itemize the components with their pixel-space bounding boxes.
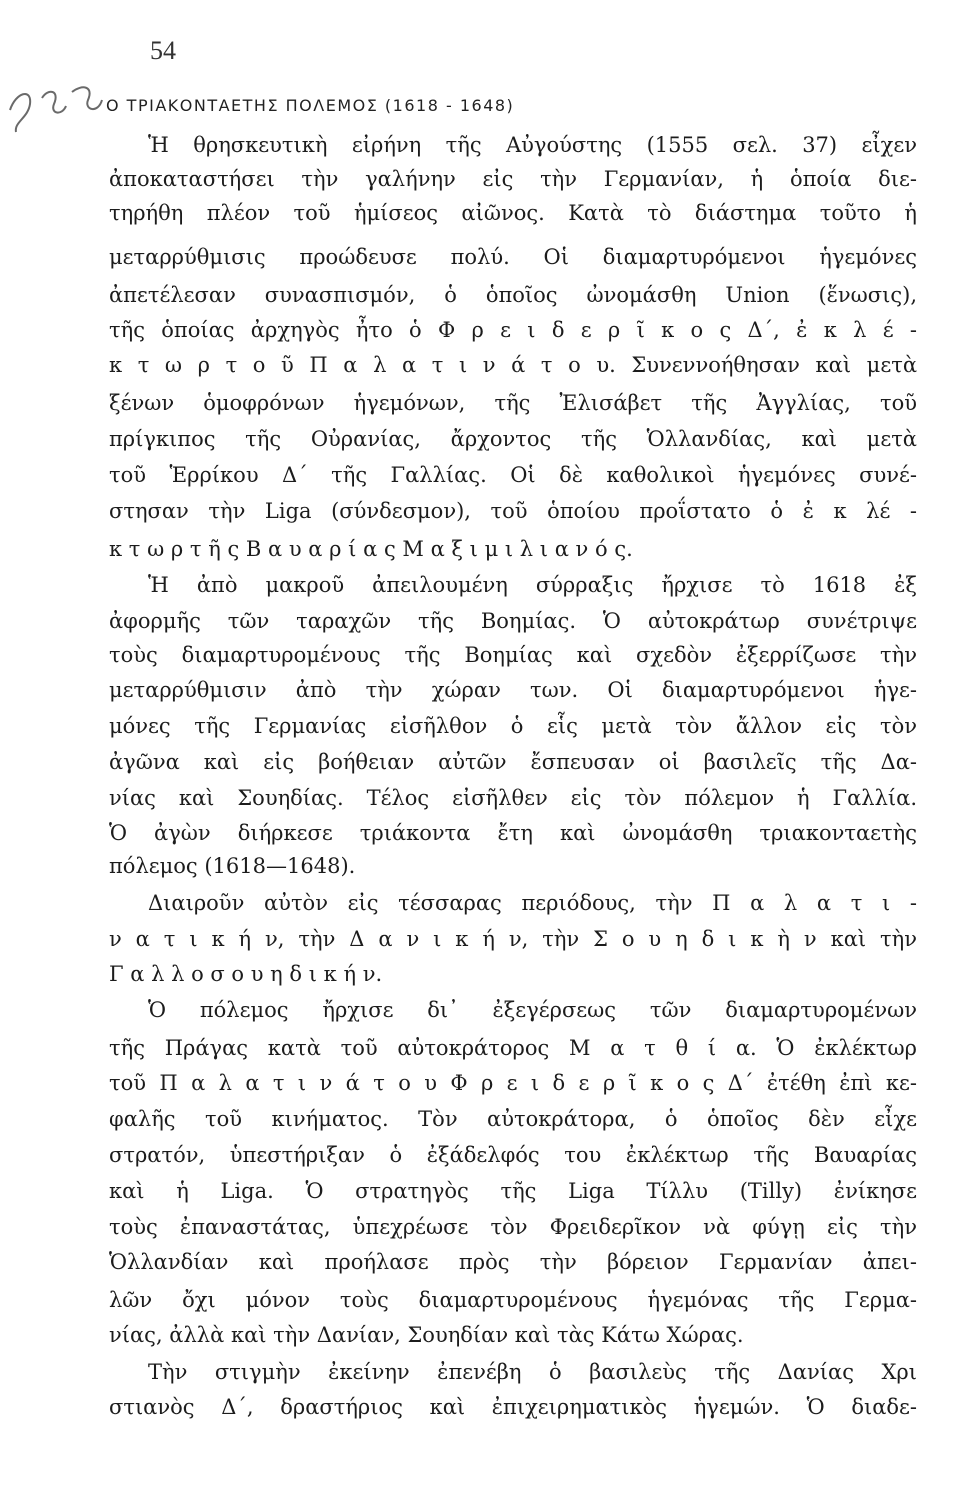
text-line: τῆς Πράγας κατὰ τοῦ αὐτοκράτορος Μ α τ θ ί α. Ὁ ἐκλέκτωρ (109, 1036, 917, 1060)
text-line: νίας καὶ Σουηδίας. Τέλος εἰσῆλθεν εἰς τὸν πόλεμον ἡ Γαλλία. (109, 786, 917, 810)
text-line: καὶ ἡ Liga. Ὁ στρατηγὸς τῆς Liga Τίλλυ (Tilly) ἐνίκησε (109, 1179, 917, 1203)
text-line: Διαιροῦν αὐτὸν εἰς τέσσαρας περιόδους, τὴν Π α λ α τ ι - (148, 891, 917, 915)
running-head: Ο ΤΡΙΑΚΟΝΤΑΕΤΗΣ ΠΟΛΕΜΟΣ (1618 - 1648) (106, 96, 515, 115)
text-line: κ τ ω ρ τ ο ῦ Π α λ α τ ι ν ά τ ο υ. Συνεννοήθησαν καὶ μετὰ (109, 353, 917, 377)
text-line: κ τ ω ρ τ ῆ ς Β α υ α ρ ί α ς Μ α ξ ι μ ι λ ι α ν ό ς. (109, 537, 633, 561)
text-line: τοὺς ἐπαναστάτας, ὑπεχρέωσε τὸν Φρειδερῖκον νὰ φύγῃ εἰς τὴν (109, 1215, 917, 1239)
text-line: τοῦ Π α λ α τ ι ν ά τ ο υ Φ ρ ε ι δ ε ρ ῖ κ ο ς Δ΄ ἐτέθη ἐπὶ κε- (109, 1071, 917, 1095)
text-line: στησαν τὴν Liga (σύνδεσμον), τοῦ ὁποίου προΐστατο ὁ ἐ κ λέ - (109, 499, 917, 523)
text-line: ἀγῶνα καὶ εἰς βοήθειαν αὐτῶν ἔσπευσαν οἱ βασιλεῖς τῆς Δα- (109, 750, 917, 774)
text-line: πόλεμος (1618—1648). (109, 854, 356, 878)
text-line: Ὁ ἀγὼν διήρκεσε τριάκοντα ἔτη καὶ ὠνομάσθη τριακονταετὴς (109, 821, 917, 845)
text-line: μεταρρύθμισιν ἀπὸ τὴν χώραν των. Οἱ διαμαρτυρόμενοι ἡγε- (109, 678, 917, 702)
text-line: Ὁ πόλεμος ἤρχισε δι᾿ ἐξεγέρσεως τῶν διαμαρτυρομένων (148, 998, 917, 1022)
text-line: μόνες τῆς Γερμανίας εἰσῆλθον ὁ εἷς μετὰ τὸν ἄλλον εἰς τὸν (109, 714, 917, 738)
text-line: ξένων ὁμοφρόνων ἡγεμόνων, τῆς Ἐλισάβετ τῆς Ἀγγλίας, τοῦ (109, 391, 917, 415)
text-line: νίας, ἀλλὰ καὶ τὴν Δανίαν, Σουηδίαν καὶ τὰς Κάτω Χώρας. (109, 1323, 744, 1347)
text-line: τοῦ Ἑρρίκου Δ΄ τῆς Γαλλίας. Οἱ δὲ καθολικοὶ ἡγεμόνες συνέ- (109, 463, 917, 487)
text-line: Τὴν στιγμὴν ἐκείνην ἐπενέβη ὁ βασιλεὺς τῆς Δανίας Χρι (148, 1360, 917, 1384)
text-line: λῶν ὄχι μόνον τοὺς διαμαρτυρομένους ἡγεμόνας τῆς Γερμα- (109, 1288, 917, 1312)
text-line: στιανὸς Δ΄, δραστήριος καὶ ἐπιχειρηματικὸς ἡγεμών. Ὁ διαδε- (109, 1395, 917, 1419)
text-line: Ἡ ἀπὸ μακροῦ ἀπειλουμένη σύρραξις ἤρχισε τὸ 1618 ἐξ (148, 573, 917, 597)
text-line: στρατόν, ὑπεστήριξαν ὁ ἐξάδελφός του ἐκλέκτωρ τῆς Βαυαρίας (109, 1143, 917, 1167)
text-line: Γ α λ λ ο σ ο υ η δ ι κ ή ν. (109, 962, 383, 986)
text-line: ν α τ ι κ ή ν, τὴν Δ α ν ι κ ή ν, τὴν Σ ο υ η δ ι κ ὴ ν καὶ τὴν (109, 927, 917, 951)
text-line: ἀποκαταστήσει τὴν γαλήνην εἰς τὴν Γερμανίαν, ἡ ὁποία διε- (109, 167, 917, 191)
text-line: μεταρρύθμισις προώδευσε πολύ. Οἱ διαμαρτυρόμενοι ἡγεμόνες (109, 245, 917, 269)
text-line: φαλῆς τοῦ κινήματος. Τὸν αὐτοκράτορα, ὁ ὁποῖος δὲν εἶχε (109, 1107, 917, 1131)
text-line: τοὺς διαμαρτυρομένους τῆς Βοημίας καὶ σχεδὸν ἐξερρίζωσε τὴν (109, 643, 917, 667)
text-line: Ὁλλανδίαν καὶ προήλασε πρὸς τὴν βόρειον Γερμανίαν ἀπει- (109, 1250, 917, 1274)
page-number: 54 (150, 36, 176, 65)
text-line: ἀφορμῆς τῶν ταραχῶν τῆς Βοημίας. Ὁ αὐτοκράτωρ συνέτριψε (109, 609, 917, 633)
text-line: ἀπετέλεσαν συνασπισμόν, ὁ ὁποῖος ὠνομάσθη Union (ἕνωσις), (109, 283, 917, 307)
text-line: τῆς ὁποίας ἀρχηγὸς ἦτο ὁ Φ ρ ε ι δ ε ρ ῖ κ ο ς Δ΄, ἐ κ λ έ - (109, 318, 917, 342)
text-line: Ἡ θρησκευτικὴ εἰρήνη τῆς Αὐγούστης (1555 σελ. 37) εἶχεν (148, 133, 917, 157)
text-line: τηρήθη πλέον τοῦ ἡμίσεος αἰῶνος. Κατὰ τὸ διάστημα τοῦτο ἡ (109, 201, 917, 225)
text-line: πρίγκιπος τῆς Οὐρανίας, ἄρχοντος τῆς Ὁλλανδίας, καὶ μετὰ (109, 427, 917, 451)
